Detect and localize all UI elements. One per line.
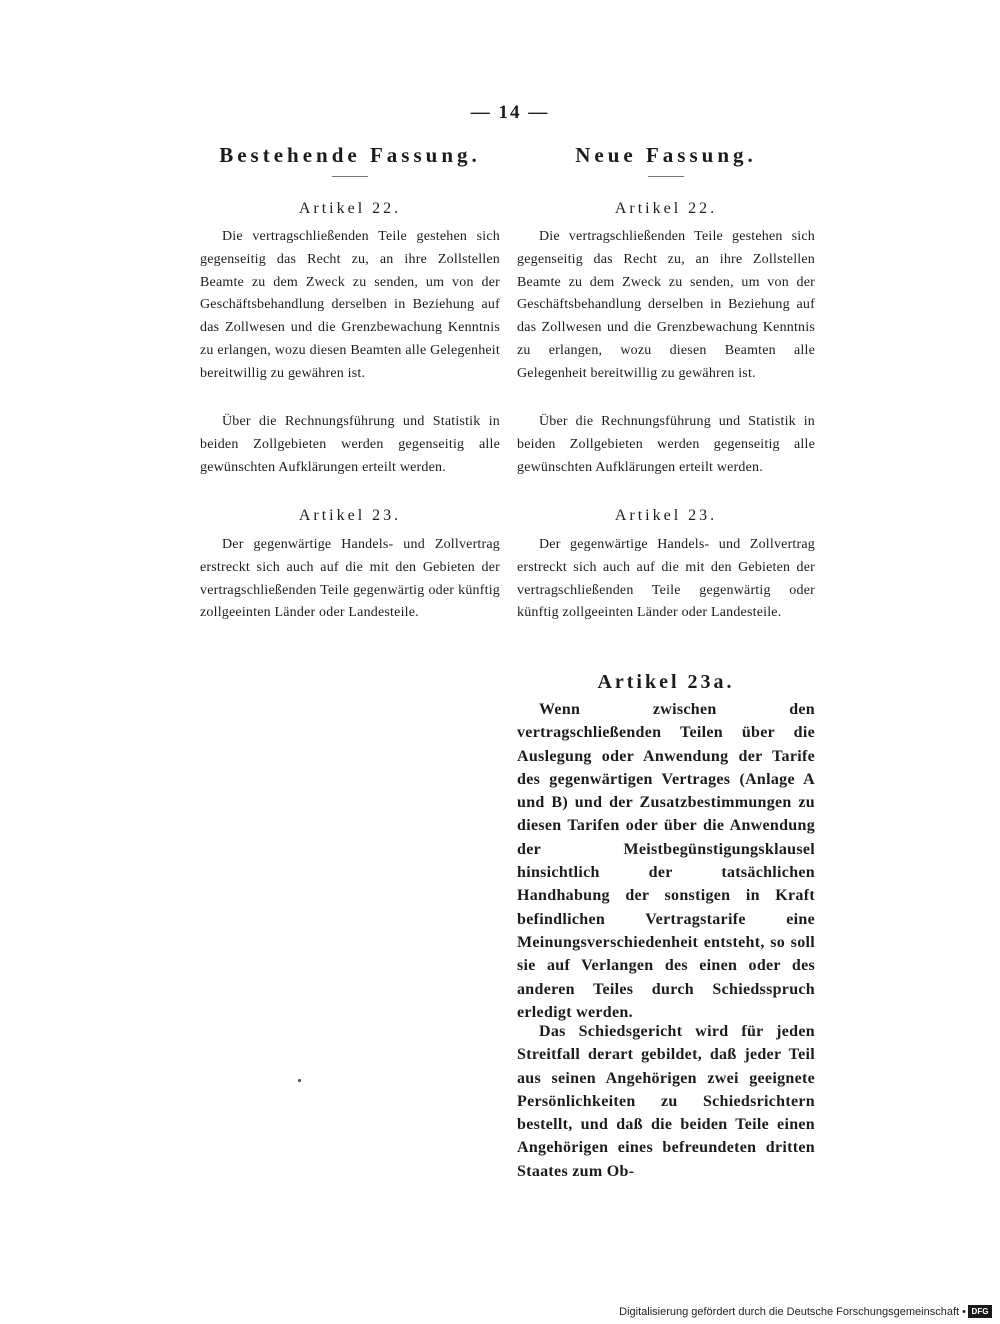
right-article-23a-paragraph-2: Das Schiedsgericht wird für jeden Streitfall derart gebildet, daß jeder Teil aus seinen Angehörigen zwei geeignete Persönlichkeiten zu Schiedsrichtern bestellt, und daß die beiden Teile einen Angehörigen eines befreundeten dritten Staates zum Ob-: [517, 1023, 815, 1180]
right-column: [517, 0, 815, 1200]
left-article-22-paragraph-1: Die vertragschließenden Teile gestehen sich gegenseitig das Recht zu, an ihre Zollstellen Beamte zu dem Zweck zu senden, um von der Geschäftsbehandlung derselben in Beziehung auf das Zollwesen und die Grenzbewachung Kenntnis zu erlangen, wozu diesen Beamten alle Gelegenheit bereitwillig zu gewähren ist.: [200, 229, 500, 381]
left-column-heading: Bestehende Fassung.: [219, 143, 481, 167]
right-column-heading: Neue Fassung.: [575, 143, 757, 167]
dfg-logo: [968, 1305, 992, 1318]
left-article-23-paragraph-1: Der gegenwärtige Handels- und Zollvertrag erstreckt sich auch auf die mit den Gebieten der vertragschließenden Teile gegenwärtig oder künftig zollgeeinten Länder oder Landesteile.: [200, 537, 500, 621]
scan-speck: [298, 1079, 301, 1082]
right-article-22-title: Artikel 22.: [614, 200, 718, 217]
left-article-22-paragraph-2: Über die Rechnungsführung und Statistik in beiden Zollgebieten werden gegenseitig alle gewünschten Aufklärungen erteilt werden.: [200, 414, 500, 475]
right-article-22-paragraph-1: Die vertragschließenden Teile gestehen sich gegenseitig das Recht zu, an ihre Zollstellen Beamte zu dem Zweck zu senden, um von der Geschäftsbehandlung derselben in Beziehung auf das Zollwesen und die Grenzbewachung Kenntnis zu erlangen, wozu diesen Beamten alle Gelegenheit bereitwillig zu gewähren ist.: [517, 229, 815, 381]
left-column: [200, 0, 500, 700]
left-article-23-title: Artikel 23.: [298, 507, 402, 524]
digitization-credit: Digitalisierung gefördert durch die Deutsche Forschungsgemeinschaft •: [619, 1306, 966, 1318]
right-article-23a-title: Artikel 23a.: [597, 671, 735, 693]
right-article-22-paragraph-2: Über die Rechnungsführung und Statistik in beiden Zollgebieten werden gegenseitig alle gewünschten Aufklärungen erteilt werden.: [517, 414, 815, 475]
left-article-22-title: Artikel 22.: [298, 200, 402, 217]
right-article-23-title: Artikel 23.: [614, 507, 718, 524]
heading-rule: [332, 176, 368, 177]
right-article-23a-paragraph-1: Wenn zwischen den vertragschließenden Teilen über die Auslegung oder Anwendung der Tarife des gegenwärtigen Vertrages (Anlage A und B) und der Zusatzbestimmungen zu diesen Tarifen oder über die Anwendung der Meistbegünstigungsklausel hinsichtlich der tatsächlichen Handhabung der sonstigen in Kraft befindlichen Vertragstarife eine Meinungsverschiedenheit entsteht, so soll sie auf Verlangen des einen oder des anderen Teiles durch Schiedsspruch erledigt werden.: [517, 701, 815, 1021]
page-number: — 14 —: [470, 102, 550, 123]
dfg-logo-text: DFG: [971, 1307, 989, 1316]
right-article-23-paragraph-1: Der gegenwärtige Handels- und Zollvertrag erstreckt sich auch auf die mit den Gebieten der vertragschließenden Teile gegenwärtig oder künftig zollgeeinten Länder oder Landesteile.: [517, 537, 815, 621]
heading-rule: [648, 176, 684, 177]
